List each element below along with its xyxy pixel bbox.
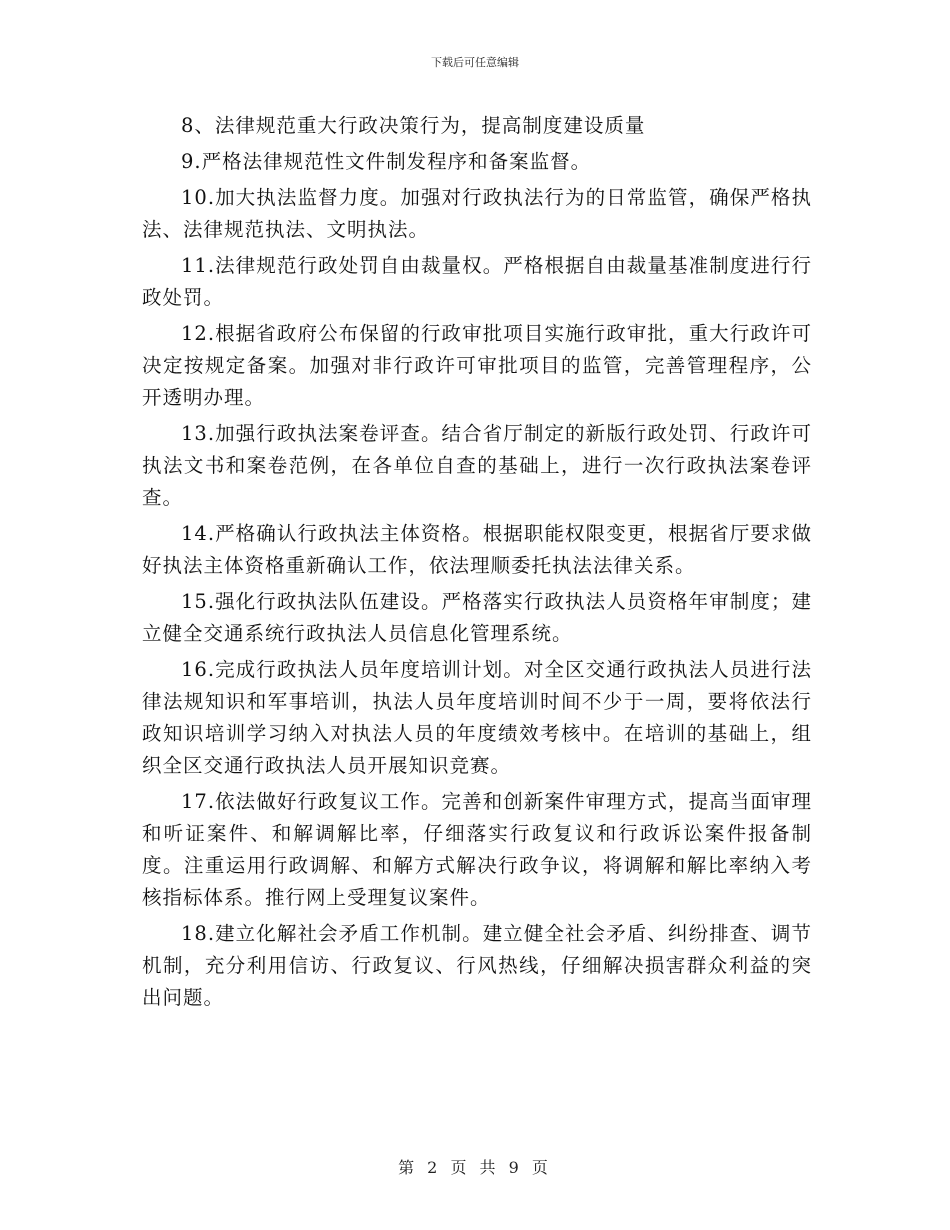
paragraph-13: 13.加强行政执法案卷评查。结合省厅制定的新版行政处罚、行政许可执法文书和案卷范例，在各单位自查的基础上，进行一次行政执法案卷评查。 [142, 422, 812, 509]
paragraph-10: 10.加大执法监督力度。加强对行政执法行为的日常监管，确保严格执法、法律规范执法、文明执法。 [142, 186, 812, 241]
paragraph-18: 18.建立化解社会矛盾工作机制。建立健全社会矛盾、纠纷排查、调节机制，充分利用信访、行政复议、行风热线，仔细解决损害群众利益的突出问题。 [142, 922, 812, 1009]
page-header: 下载后可任意编辑 [431, 56, 519, 69]
paragraph-12: 12.根据省政府公布保留的行政审批项目实施行政审批，重大行政许可决定按规定备案。加强对非行政许可审批项目的监管，完善管理程序，公开透明办理。 [142, 322, 812, 409]
paragraph-16: 16.完成行政执法人员年度培训计划。对全区交通行政执法人员进行法律法规知识和军事培训，执法人员年度培训时间不少于一周，要将依法行政知识培训学习纳入对执法人员的年度绩效考核中。在培训的基础上，组织全区交通行政执法人员开展知识竞赛。 [142, 658, 812, 777]
paragraph-15: 15.强化行政执法队伍建设。严格落实行政执法人员资格年审制度；建立健全交通系统行政执法人员信息化管理系统。 [142, 590, 812, 645]
paragraph-14: 14.严格确认行政执法主体资格。根据职能权限变更，根据省厅要求做好执法主体资格重新确认工作，依法理顺委托执法法律关系。 [142, 522, 812, 577]
paragraph-17: 17.依法做好行政复议工作。完善和创新案件审理方式，提高当面审理和听证案件、和解调解比率，仔细落实行政复议和行政诉讼案件报备制度。注重运用行政调解、和解方式解决行政争议，将调解和解比率纳入考核指标体系。推行网上受理复议案件。 [142, 790, 812, 909]
paragraph-9: 9.严格法律规范性文件制发程序和备案监督。 [181, 150, 592, 173]
page-footer: 第 2 页 共 9 页 [398, 1158, 552, 1177]
paragraph-8: 8、法律规范重大行政决策行为，提高制度建设质量 [181, 114, 646, 137]
paragraph-11: 11.法律规范行政处罚自由裁量权。严格根据自由裁量基准制度进行行政处罚。 [142, 254, 812, 309]
document-body [142, 110, 812, 1018]
